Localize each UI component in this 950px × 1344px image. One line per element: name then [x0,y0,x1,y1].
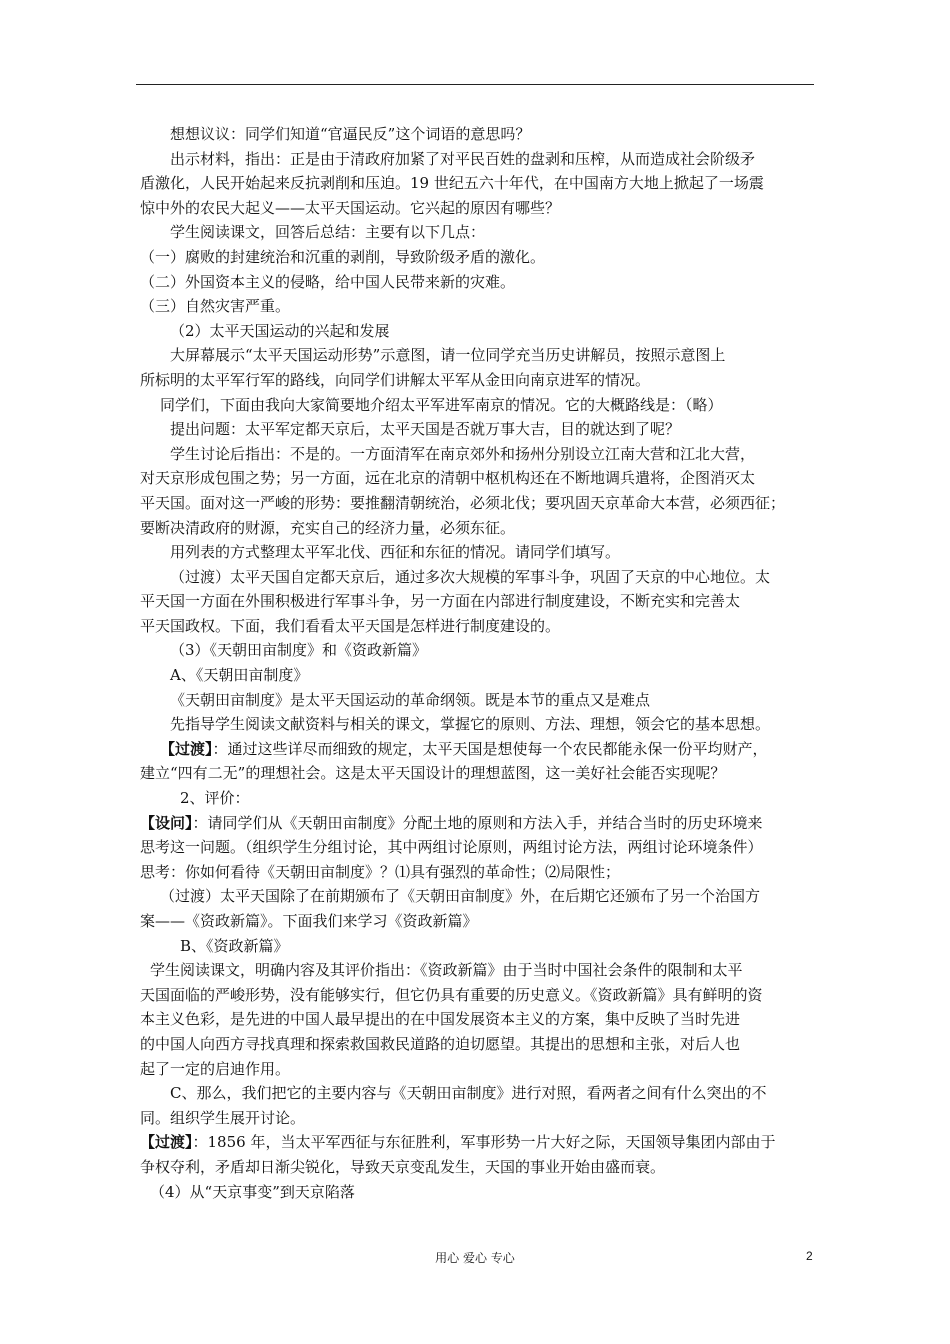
line-text: 的中国人向西方寻找真理和探索救国救民道路的迫切愿望。其提出的思想和主张，对后人也 [140,1034,741,1053]
text-line [140,934,816,959]
text-line [140,343,816,368]
text-line [140,147,816,172]
text-line [140,540,816,565]
text-line [140,1180,816,1205]
text-line [140,1032,816,1057]
text-line [140,393,816,418]
text-line [140,1106,816,1131]
line-text: 2、评价： [180,789,250,808]
line-text: 先指导学生阅读文献资料与相关的课文，掌握它的原则、方法、理想，领会它的基本思想。 [170,715,771,734]
text-line [140,712,816,737]
line-text: （过渡）太平天国除了在前期颁布了《天朝田亩制度》外，在后期它还颁布了另一个治国方 [160,887,761,906]
line-text: 同。组织学生展开讨论。 [140,1108,306,1127]
line-text: 平天国政权。下面，我们看看太平天国是怎样进行制度建设的。 [140,616,561,635]
line-text: 学生阅读课文，明确内容及其评价指出：《资政新篇》由于当时中国社会条件的限制和太平 [150,961,743,980]
text-line [140,1057,816,1082]
line-text: 学生阅读课文，回答后总结：主要有以下几点： [170,223,486,242]
text-line [140,688,816,713]
line-text: 思考这一问题。（组织学生分组讨论，其中两组讨论原则，两组讨论方法，两组讨论环境条件） [140,838,763,857]
line-text: 出示材料，指出：正是由于清政府加紧了对平民百姓的盘剥和压榨，从而造成社会阶级矛 [170,149,756,168]
line-text: 盾激化，人民开始起来反抗剥削和压迫。19 世纪五六十年代，在中国南方大地上掀起了一场震 [140,174,764,193]
text-line [140,245,816,270]
line-text: 对天京形成包围之势；另一方面，远在北京的清朝中枢机构还在不断地调兵遣将，企图消灭太 [140,469,756,488]
line-text: A、《天朝田亩制度》 [170,666,309,685]
text-line [140,466,816,491]
text-line [140,171,816,196]
header-rule [136,84,814,85]
line-text: B、《资政新篇》 [180,936,289,955]
line-text: 建立“四有二无”的理想社会。这是太平天国设计的理想蓝图，这一美好社会能否实现呢？ [140,764,726,783]
text-line [140,417,816,442]
text-line [140,835,816,860]
line-text: （三）自然灾害严重。 [140,297,291,316]
line-text: 《天朝田亩制度》是太平天国运动的革命纲领。既是本节的重点又是难点 [170,690,651,709]
line-text: （一）腐败的封建统治和沉重的剥削，导致阶级矛盾的激化。 [140,247,546,266]
bold-marker: 【过渡】 [140,1133,193,1152]
line-text: 要断决清政府的财源，充实自己的经济力量，必须东征。 [140,518,516,537]
line-text: 平天国一方面在外围积极进行军事斗争，另一方面在内部进行制度建设，不断充实和完善太 [140,592,741,611]
text-line [140,884,816,909]
text-line [140,270,816,295]
line-text: 平天国。面对这一严峻的形势：要推翻清朝统治，必须北伐；要巩固天京革命大本营，必须西征； [140,493,786,512]
text-line [140,294,816,319]
text-line [140,565,816,590]
text-line [140,1081,816,1106]
text-line [140,860,816,885]
text-line [140,319,816,344]
text-line [140,909,816,934]
text-line [140,368,816,393]
text-line [140,614,816,639]
page-number: 2 [806,1249,813,1263]
text-line [140,663,816,688]
line-text: 争权夺利，矛盾却日渐尖锐化，导致天京变乱发生，天国的事业开始由盛而衰。 [140,1157,666,1176]
line-text: 同学们，下面由我向大家简要地介绍太平军进军南京的情况。它的大概路线是：（略） [160,395,723,414]
text-line [140,638,816,663]
line-text: 本主义色彩，是先进的中国人最早提出的在中国发展资本主义的方案，集中反映了当时先进 [140,1010,741,1029]
line-text: （3）《天朝田亩制度》和《资政新篇》 [170,641,428,660]
text-line [140,442,816,467]
line-text: ：1856 年，当太平军西征与东征胜利，军事形势一片大好之际，天国领导集团内部由于 [192,1133,776,1152]
line-text: 所标明的太平军行军的路线，向同学们讲解太平军从金田向南京进军的情况。 [140,370,651,389]
line-text: 惊中外的农民大起义——太平天国运动。它兴起的原因有哪些？ [140,198,561,217]
line-text: 用列表的方式整理太平军北伐、西征和东征的情况。请同学们填写。 [170,543,621,562]
text-line [140,220,816,245]
text-line [140,589,816,614]
line-text: 天国面临的严峻形势，没有能够实行，但它仍具有重要的历史意义。《资政新篇》具有鲜明的资 [140,985,763,1004]
text-line [140,983,816,1008]
document-body [140,122,816,1204]
line-text: （二）外国资本主义的侵略，给中国人民带来新的灾难。 [140,272,516,291]
line-text: 想想议议：同学们知道“官逼民反”这个词语的意思吗？ [170,125,531,143]
text-line [140,1130,816,1155]
text-line [140,122,816,147]
bold-marker: 【设问】 [140,813,193,832]
line-text: ：请同学们从《天朝田亩制度》分配土地的原则和方法入手，并结合当时的历史环境来 [192,813,763,832]
text-line [140,1007,816,1032]
text-line [140,811,816,836]
text-line [140,516,816,541]
text-line [140,786,816,811]
line-text: （过渡）太平天国自定都天京后，通过多次大规模的军事斗争，巩固了天京的中心地位。太 [170,567,771,586]
text-line [140,761,816,786]
text-line [140,1155,816,1180]
line-text: 大屏幕展示“太平天国运动形势”示意图，请一位同学充当历史讲解员，按照示意图上 [170,346,726,365]
line-text: 起了一定的启迪作用。 [140,1059,291,1078]
line-text: 提出问题：太平军定都天京后，太平天国是否就万事大吉，目的就达到了呢？ [170,420,681,439]
text-line [140,958,816,983]
line-text: ：通过这些详尽而细致的规定，太平天国是想使每一个农民都能永保一份平均财产， [212,739,768,758]
text-line [140,491,816,516]
line-text: 思考：你如何看待《天朝田亩制度》？⑴具有强烈的革命性；⑵局限性； [140,862,621,881]
text-line [140,196,816,221]
line-text: （4）从“天京事变”到天京陷落 [150,1182,355,1201]
line-text: 学生讨论后指出：不是的。一方面清军在南京郊外和扬州分别设立江南大营和江北大营， [170,444,756,463]
line-text: （2）太平天国运动的兴起和发展 [170,321,390,340]
text-line [140,737,816,762]
line-text: C、那么，我们把它的主要内容与《天朝田亩制度》进行对照，看两者之间有什么突出的不 [170,1084,767,1103]
footer-slogan: 用心 爱心 专心 [435,1251,515,1265]
line-text: 案——《资政新篇》。下面我们来学习《资政新篇》 [140,912,478,930]
bold-marker: 【过渡】 [160,739,213,758]
